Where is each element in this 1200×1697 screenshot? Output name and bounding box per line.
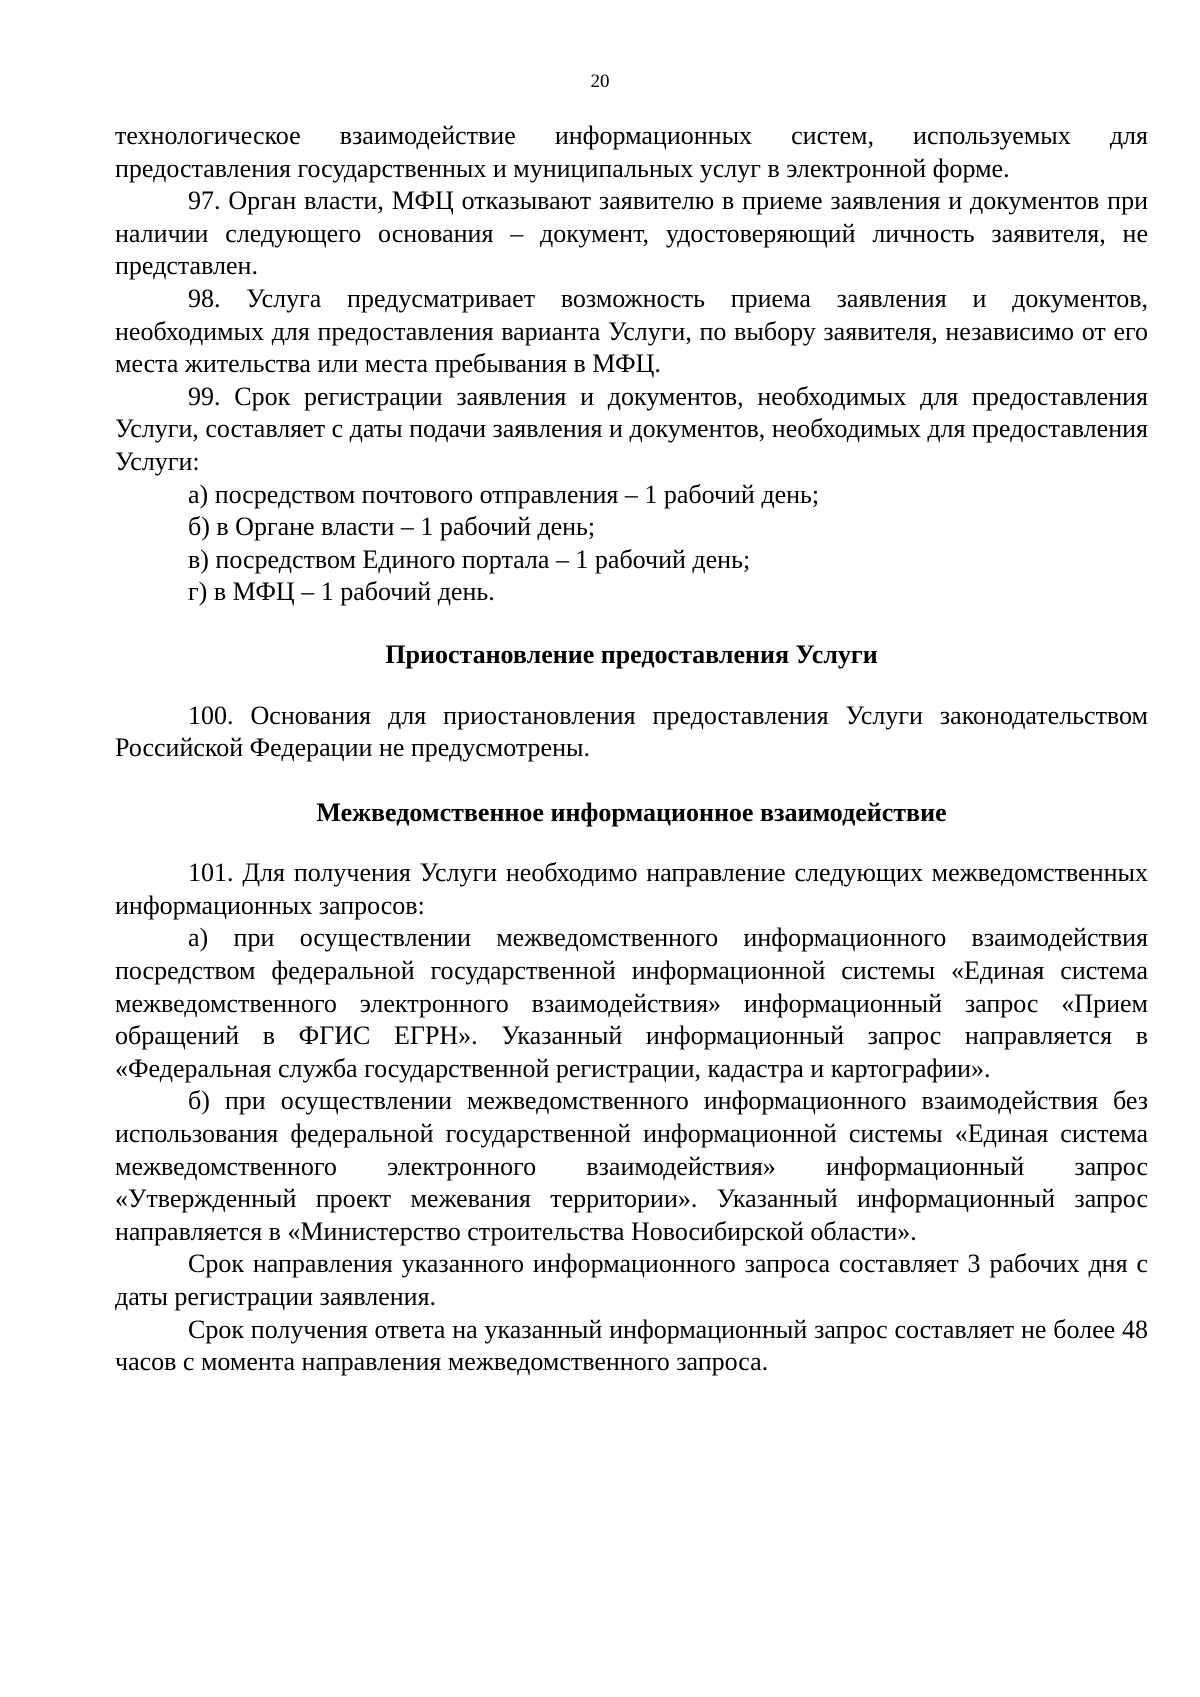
document-body (115, 120, 1148, 1379)
paragraph-continuation: технологическое взаимодействие информационных систем, используемых для предоставления государственных и муниципальных услуг в электронной форме. (115, 121, 1148, 183)
paragraph-99: 99. Срок регистрации заявления и документов, необходимых для предоставления Услуги, составляет с даты подачи заявления и документов, необходимых для предоставления Услуги: (115, 381, 1148, 476)
paragraph-101-b: б) при осуществлении межведомственного информационного взаимодействия без использования федеральной государственной информационной системы «Единая система межведомственного электронного взаимодействия» информационный запрос «Утвержденный проект межевания территории». Указанный информационный запрос направляется в «Министерство строительства Новосибирской области». (115, 1086, 1148, 1246)
paragraph-97: 97. Орган власти, МФЦ отказывают заявителю в приеме заявления и документов при наличии следующего основания – документ, удостоверяющий личность заявителя, не представлен. (115, 186, 1148, 281)
list-item-b: б) в Органе власти – 1 рабочий день; (188, 512, 596, 542)
paragraph-101-a: а) при осуществлении межведомственного информационного взаимодействия посредством федеральной государственной информационной системы «Единая система межведомственного электронного взаимодействия» информационный запрос «Прием обращений в ФГИС ЕГРН». Указанный информационный запрос направляется в «Федеральная служба государственной регистрации, кадастра и картографии». (115, 923, 1148, 1083)
paragraph-response-term: Срок получения ответа на указанный информационный запрос составляет не более 48 часов с момента направления межведомственного запроса. (115, 1314, 1148, 1377)
list-item-a: а) посредством почтового отправления – 1 рабочий день; (188, 479, 820, 509)
section-heading-interagency: Межведомственное информационное взаимодействие (316, 797, 947, 827)
page-number: 20 (590, 71, 610, 92)
list-item-c: в) посредством Единого портала – 1 рабочий день; (188, 544, 751, 574)
paragraph-request-send-term: Срок направления указанного информационного запроса составляет 3 рабочих дня с даты регистрации заявления. (115, 1249, 1148, 1311)
section-heading-suspension: Приостановление предоставления Услуги (385, 639, 878, 669)
paragraph-100: 100. Основания для приостановления предоставления Услуги законодательством Российской Федерации не предусмотрены. (115, 700, 1148, 763)
list-item-d: г) в МФЦ – 1 рабочий день. (188, 577, 495, 607)
paragraph-98: 98. Услуга предусматривает возможность приема заявления и документов, необходимых для предоставления варианта Услуги, по выбору заявителя, независимо от его места жительства или места пребывания в МФЦ. (115, 283, 1148, 379)
paragraph-101: 101. Для получения Услуги необходимо направление следующих межведомственных информационных запросов: (115, 858, 1148, 920)
